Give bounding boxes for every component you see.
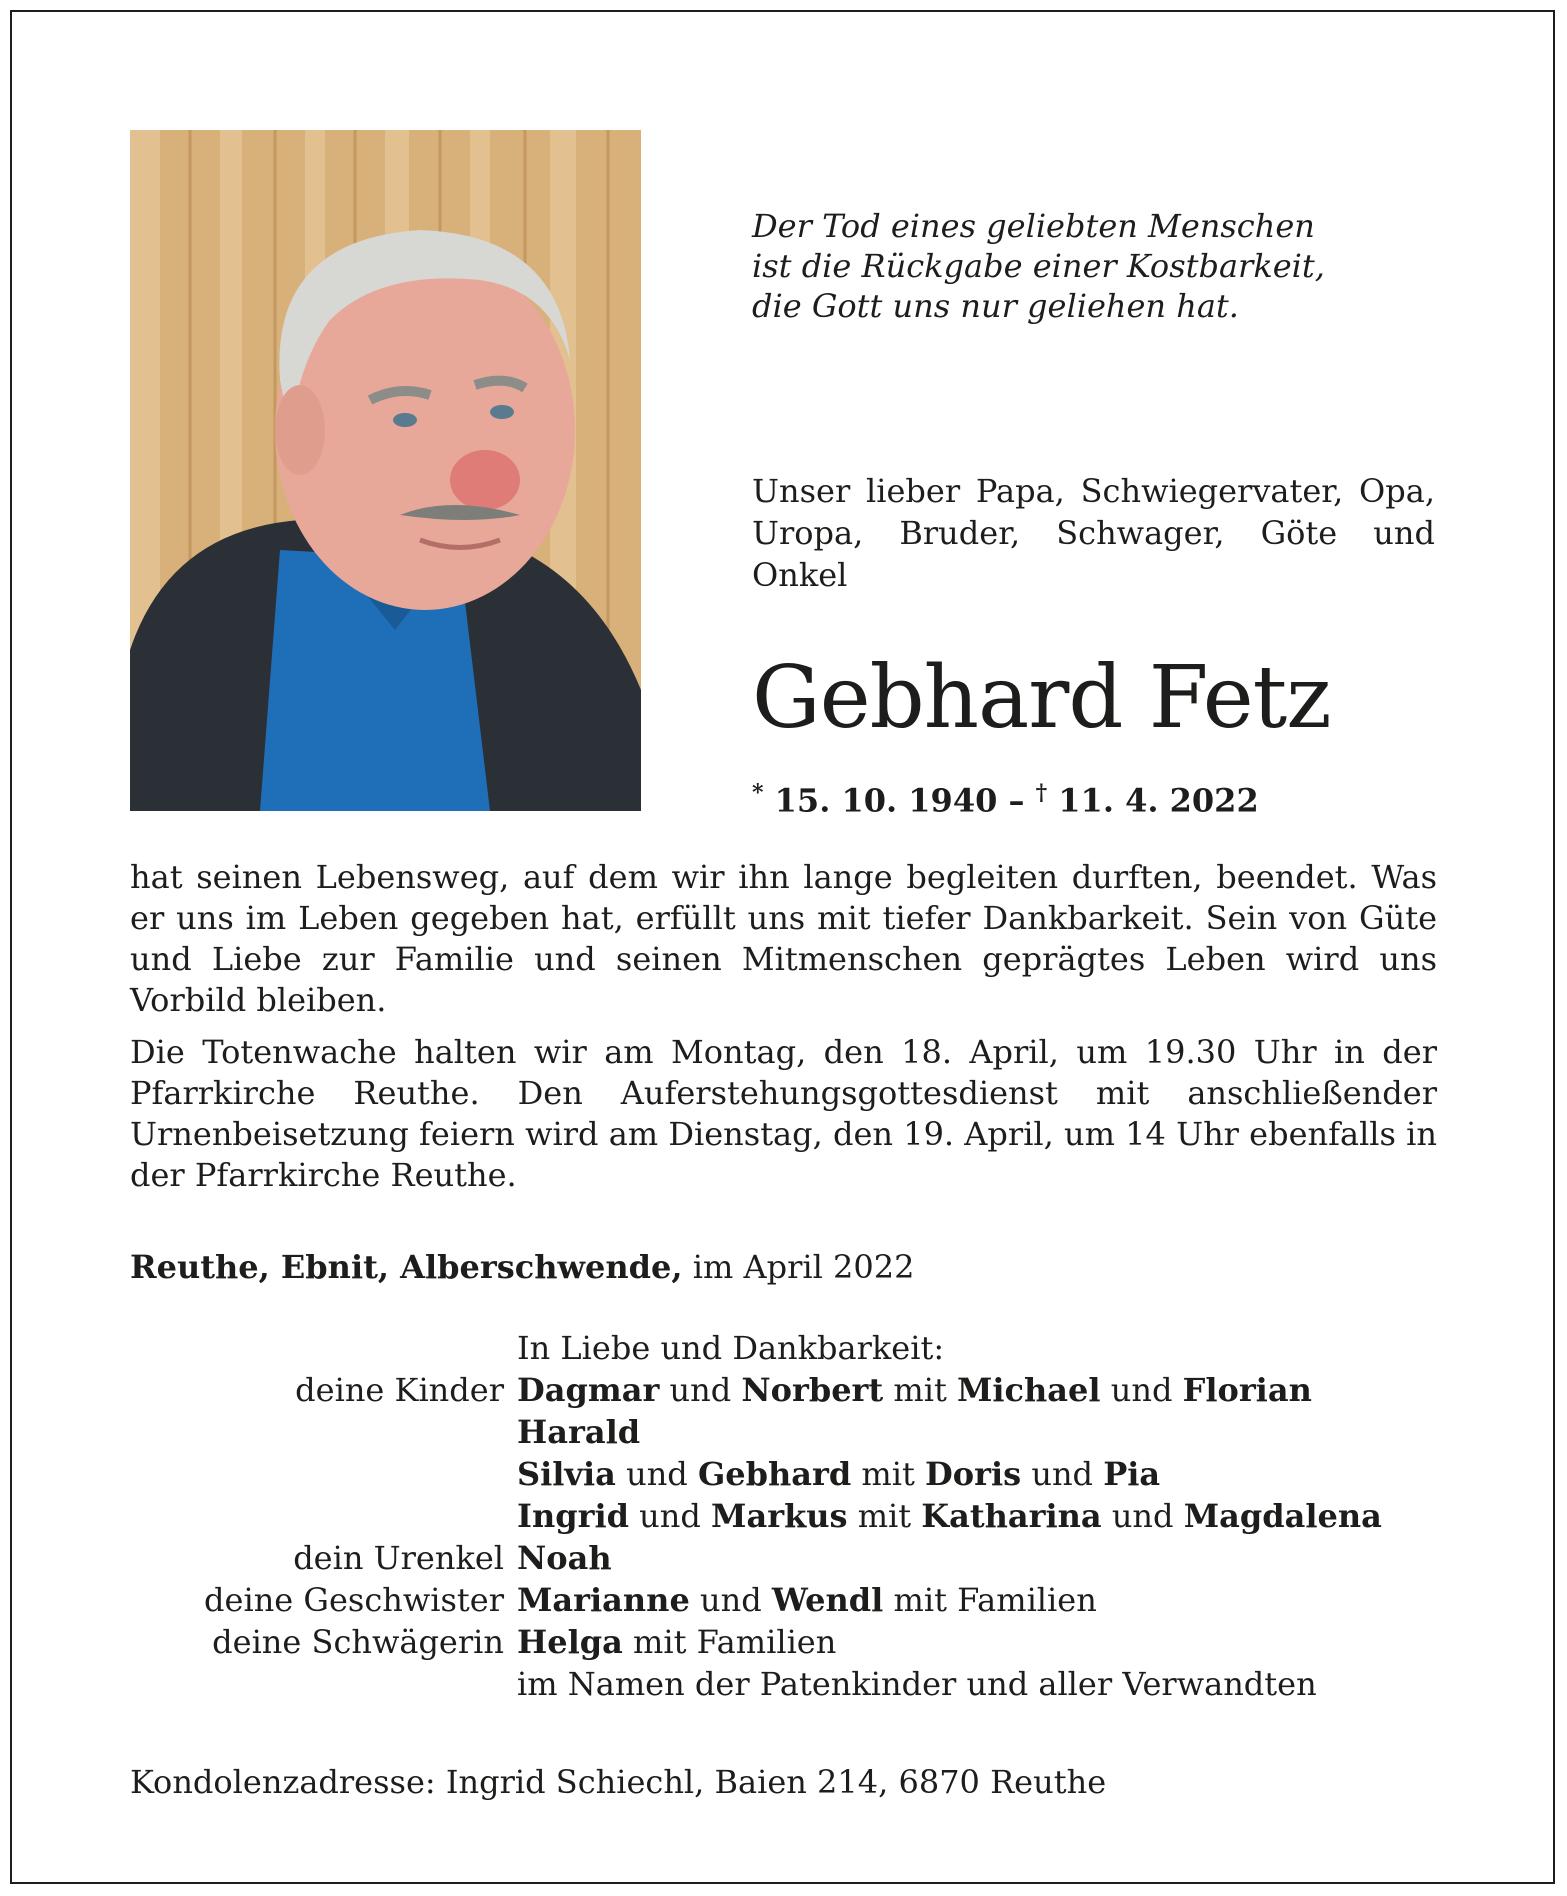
- family-connector: und: [1101, 1497, 1184, 1535]
- quote: [752, 206, 1472, 326]
- intro-text: Unser lieber Papa, Schwiegervater, Opa, Uropa, Bruder, Schwager, Göte und Onkel: [752, 472, 1435, 594]
- family-row: [130, 1369, 1450, 1411]
- place-names: Reuthe, Ebnit, Alberschwende,: [130, 1248, 683, 1286]
- children-line: [517, 1453, 1160, 1495]
- children-line: [517, 1411, 640, 1453]
- family-connector: mit: [851, 1455, 926, 1493]
- portrait-illustration: [130, 130, 641, 811]
- family-closing: im Namen der Patenkinder und aller Verwandten: [517, 1665, 1317, 1703]
- family-connector: mit Familien: [622, 1623, 837, 1661]
- quote-line: ist die Rückgabe einer Kostbarkeit,: [752, 247, 1325, 285]
- family-connector: mit Familien: [883, 1581, 1097, 1619]
- family-member: Magdalena: [1183, 1497, 1382, 1535]
- family-member: Silvia: [517, 1455, 616, 1493]
- family-member: Pia: [1103, 1455, 1161, 1493]
- deceased-name: Gebhard Fetz: [752, 648, 1331, 748]
- family-connector: und: [689, 1581, 772, 1619]
- place-date-line: [130, 1247, 914, 1288]
- family-connector: und: [615, 1455, 698, 1493]
- family-member: Norbert: [741, 1371, 884, 1409]
- family-member: Florian: [1182, 1371, 1312, 1409]
- place-date: im April 2022: [682, 1248, 915, 1286]
- family-label: deine Schwägerin: [212, 1623, 504, 1661]
- date-separator: –: [1008, 781, 1025, 820]
- family-connector: und: [629, 1497, 712, 1535]
- family-member: Gebhard: [697, 1455, 852, 1493]
- family-member: Michael: [956, 1371, 1101, 1409]
- family-connector: und: [659, 1371, 742, 1409]
- notice-body: [130, 857, 1437, 1207]
- family-list: [130, 1327, 1450, 1705]
- family-label: deine Kinder: [295, 1371, 504, 1409]
- family-heading: In Liebe und Dankbarkeit:: [517, 1329, 945, 1367]
- family-row: [130, 1579, 1450, 1621]
- family-row: [130, 1327, 1450, 1369]
- family-row: [130, 1537, 1450, 1579]
- family-member: Doris: [925, 1455, 1022, 1493]
- family-row: [130, 1411, 1450, 1453]
- family-member: Marianne: [517, 1581, 690, 1619]
- family-member: Harald: [517, 1413, 641, 1451]
- family-member: Wendl: [771, 1581, 884, 1619]
- family-member: Katharina: [921, 1497, 1102, 1535]
- family-label: dein Urenkel: [293, 1539, 504, 1577]
- family-connector: mit: [883, 1371, 957, 1409]
- family-member: Noah: [517, 1539, 612, 1577]
- body-paragraph: hat seinen Lebensweg, auf dem wir ihn lange begleiten durften, beendet. Was er uns im Leben gegeben hat, erfüllt uns mit tiefer Dankbarkeit. Sein von Güte und Liebe zur Familie und seinen Mitmenschen geprägtes Leben wird uns Vorbild bleiben.: [130, 858, 1437, 1019]
- family-member: Helga: [517, 1623, 623, 1661]
- family-member: Dagmar: [517, 1371, 660, 1409]
- death-symbol: †: [1035, 780, 1048, 806]
- birth-date: 15. 10. 1940: [774, 781, 998, 820]
- birth-symbol: *: [752, 780, 764, 806]
- condolence-address: Kondolenzadresse: Ingrid Schiechl, Baien 214, 6870 Reuthe: [130, 1763, 1107, 1801]
- family-connector: und: [1021, 1455, 1104, 1493]
- quote-line: Der Tod eines geliebten Menschen: [752, 207, 1315, 245]
- family-row: [130, 1663, 1450, 1705]
- family-row: [130, 1621, 1450, 1663]
- body-paragraph: Die Totenwache halten wir am Montag, den 18. April, um 19.30 Uhr in der Pfarrkirche Reuthe. Den Auferstehungsgottesdienst mit anschließender Urnenbeisetzung feiern wird am Dienstag, den 19. April, um 14 Uhr ebenfalls in der Pfarrkirche Reuthe.: [130, 1033, 1437, 1194]
- family-connector: und: [1100, 1371, 1183, 1409]
- death-date: 11. 4. 2022: [1058, 781, 1259, 820]
- family-member: Ingrid: [517, 1497, 629, 1535]
- family-row: [130, 1495, 1450, 1537]
- family-member: Markus: [711, 1497, 848, 1535]
- family-label: deine Geschwister: [204, 1581, 504, 1619]
- family-connector: mit: [847, 1497, 922, 1535]
- family-row: [130, 1453, 1450, 1495]
- life-dates: [752, 773, 1259, 821]
- quote-line: die Gott uns nur geliehen hat.: [752, 287, 1239, 325]
- portrait-photo: [130, 130, 641, 811]
- children-line: [517, 1495, 1382, 1537]
- children-line: [517, 1369, 1312, 1411]
